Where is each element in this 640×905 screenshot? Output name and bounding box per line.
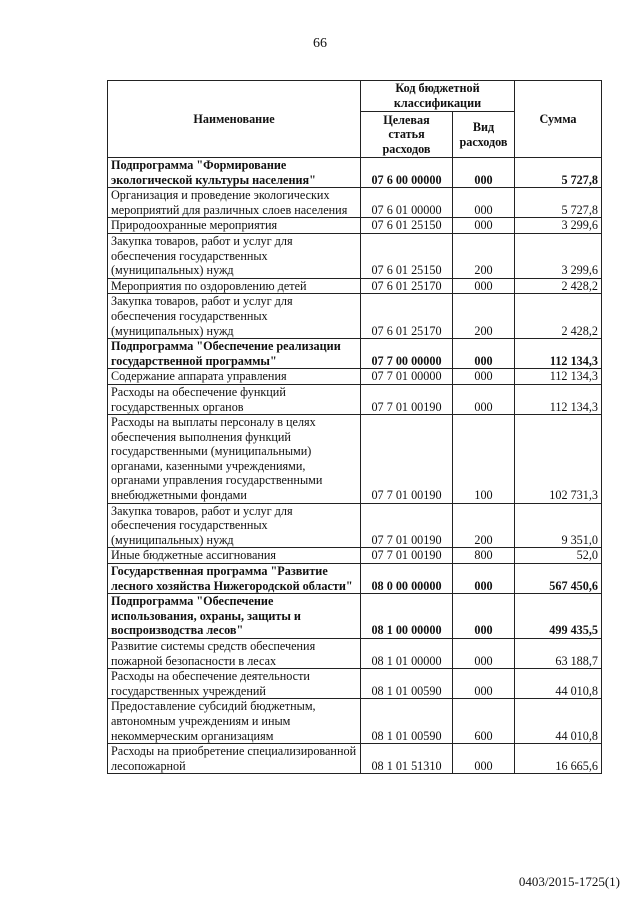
cell-code: 07 7 01 00190 [361,503,453,548]
cell-amount: 112 134,3 [515,369,602,385]
cell-name: Развитие системы средств обеспечения пожарной безопасности в лесах [108,639,361,669]
cell-code: 07 6 01 00000 [361,188,453,218]
table-row [108,744,602,774]
table-row [108,669,602,699]
cell-name: Иные бюджетные ассигнования [108,548,361,564]
cell-code: 08 1 01 00590 [361,699,453,744]
cell-amount: 5 727,8 [515,158,602,188]
cell-kind: 800 [453,548,515,564]
cell-amount: 499 435,5 [515,594,602,639]
budget-table [107,80,602,774]
cell-kind: 200 [453,233,515,278]
cell-code: 07 7 00 00000 [361,339,453,369]
header-amount: Сумма [515,81,602,158]
header-budget-classification: Код бюджетной классификации [361,81,515,112]
cell-kind: 000 [453,384,515,414]
cell-code: 08 0 00 00000 [361,564,453,594]
cell-name: Мероприятия по оздоровлению детей [108,278,361,294]
cell-name: Государственная программа "Развитие лесного хозяйства Нижегородской области" [108,564,361,594]
table-row [108,369,602,385]
table-row [108,294,602,339]
cell-name: Подпрограмма "Обеспечение реализации государственной программы" [108,339,361,369]
cell-code: 08 1 01 51310 [361,744,453,774]
cell-name: Закупка товаров, работ и услуг для обеспечения государственных (муниципальных) нужд [108,233,361,278]
cell-kind: 000 [453,278,515,294]
cell-kind: 000 [453,639,515,669]
cell-name: Организация и проведение экологических мероприятий для различных слоев населения [108,188,361,218]
cell-code: 08 1 01 00000 [361,639,453,669]
cell-name: Природоохранные мероприятия [108,218,361,234]
cell-amount: 567 450,6 [515,564,602,594]
table-body [108,158,602,774]
cell-amount: 44 010,8 [515,699,602,744]
cell-name: Расходы на обеспечение функций государственных органов [108,384,361,414]
cell-name: Расходы на обеспечение деятельности государственных учреждений [108,669,361,699]
cell-amount: 16 665,6 [515,744,602,774]
header-name: Наименование [108,81,361,158]
table-row [108,158,602,188]
cell-name: Содержание аппарата управления [108,369,361,385]
cell-kind: 000 [453,339,515,369]
cell-code: 07 6 00 00000 [361,158,453,188]
cell-name: Подпрограмма "Формирование экологической культуры населения" [108,158,361,188]
cell-code: 07 7 01 00190 [361,384,453,414]
cell-kind: 200 [453,294,515,339]
cell-kind: 600 [453,699,515,744]
cell-kind: 200 [453,503,515,548]
cell-code: 07 7 01 00190 [361,415,453,504]
document-code: 0403/2015-1725(1) [518,874,620,889]
cell-kind: 000 [453,218,515,234]
table-row [108,218,602,234]
cell-name: Расходы на приобретение специализированной лесопожарной [108,744,361,774]
cell-code: 07 6 01 25150 [361,218,453,234]
table-row [108,233,602,278]
cell-kind: 000 [453,744,515,774]
table-row [108,415,602,504]
page-number: 66 [313,36,327,51]
cell-kind: 000 [453,158,515,188]
cell-code: 07 6 01 25170 [361,294,453,339]
cell-kind: 000 [453,669,515,699]
cell-code: 07 7 01 00000 [361,369,453,385]
table-row [108,339,602,369]
cell-amount: 112 134,3 [515,384,602,414]
cell-amount: 9 351,0 [515,503,602,548]
cell-name: Предоставление субсидий бюджетным, автономным учреждениям и иным некоммерческим организациям [108,699,361,744]
table-row [108,639,602,669]
table-row [108,278,602,294]
header-target-article: Целевая статья расходов [361,112,453,158]
cell-amount: 2 428,2 [515,294,602,339]
cell-amount: 102 731,3 [515,415,602,504]
cell-amount: 3 299,6 [515,218,602,234]
cell-amount: 3 299,6 [515,233,602,278]
cell-code: 07 7 01 00190 [361,548,453,564]
table-row [108,384,602,414]
table-row [108,699,602,744]
cell-name: Расходы на выплаты персоналу в целях обеспечения выполнения функций государственными (муниципальными) органами, казенными учреждениями, органами управления государственными внебюджетными фондами [108,415,361,504]
cell-kind: 000 [453,369,515,385]
cell-code: 08 1 00 00000 [361,594,453,639]
cell-amount: 5 727,8 [515,188,602,218]
cell-amount: 44 010,8 [515,669,602,699]
cell-amount: 112 134,3 [515,339,602,369]
cell-amount: 52,0 [515,548,602,564]
table-row [108,188,602,218]
table-row [108,548,602,564]
cell-amount: 2 428,2 [515,278,602,294]
header-expense-type: Вид расходов [453,112,515,158]
table-row [108,564,602,594]
cell-kind: 100 [453,415,515,504]
cell-kind: 000 [453,594,515,639]
cell-kind: 000 [453,188,515,218]
cell-code: 08 1 01 00590 [361,669,453,699]
cell-name: Подпрограмма "Обеспечение использования, охраны, защиты и воспроизводства лесов" [108,594,361,639]
cell-kind: 000 [453,564,515,594]
cell-name: Закупка товаров, работ и услуг для обеспечения государственных (муниципальных) нужд [108,294,361,339]
table-row [108,503,602,548]
cell-code: 07 6 01 25150 [361,233,453,278]
cell-code: 07 6 01 25170 [361,278,453,294]
table-row [108,594,602,639]
cell-amount: 63 188,7 [515,639,602,669]
cell-name: Закупка товаров, работ и услуг для обеспечения государственных (муниципальных) нужд [108,503,361,548]
